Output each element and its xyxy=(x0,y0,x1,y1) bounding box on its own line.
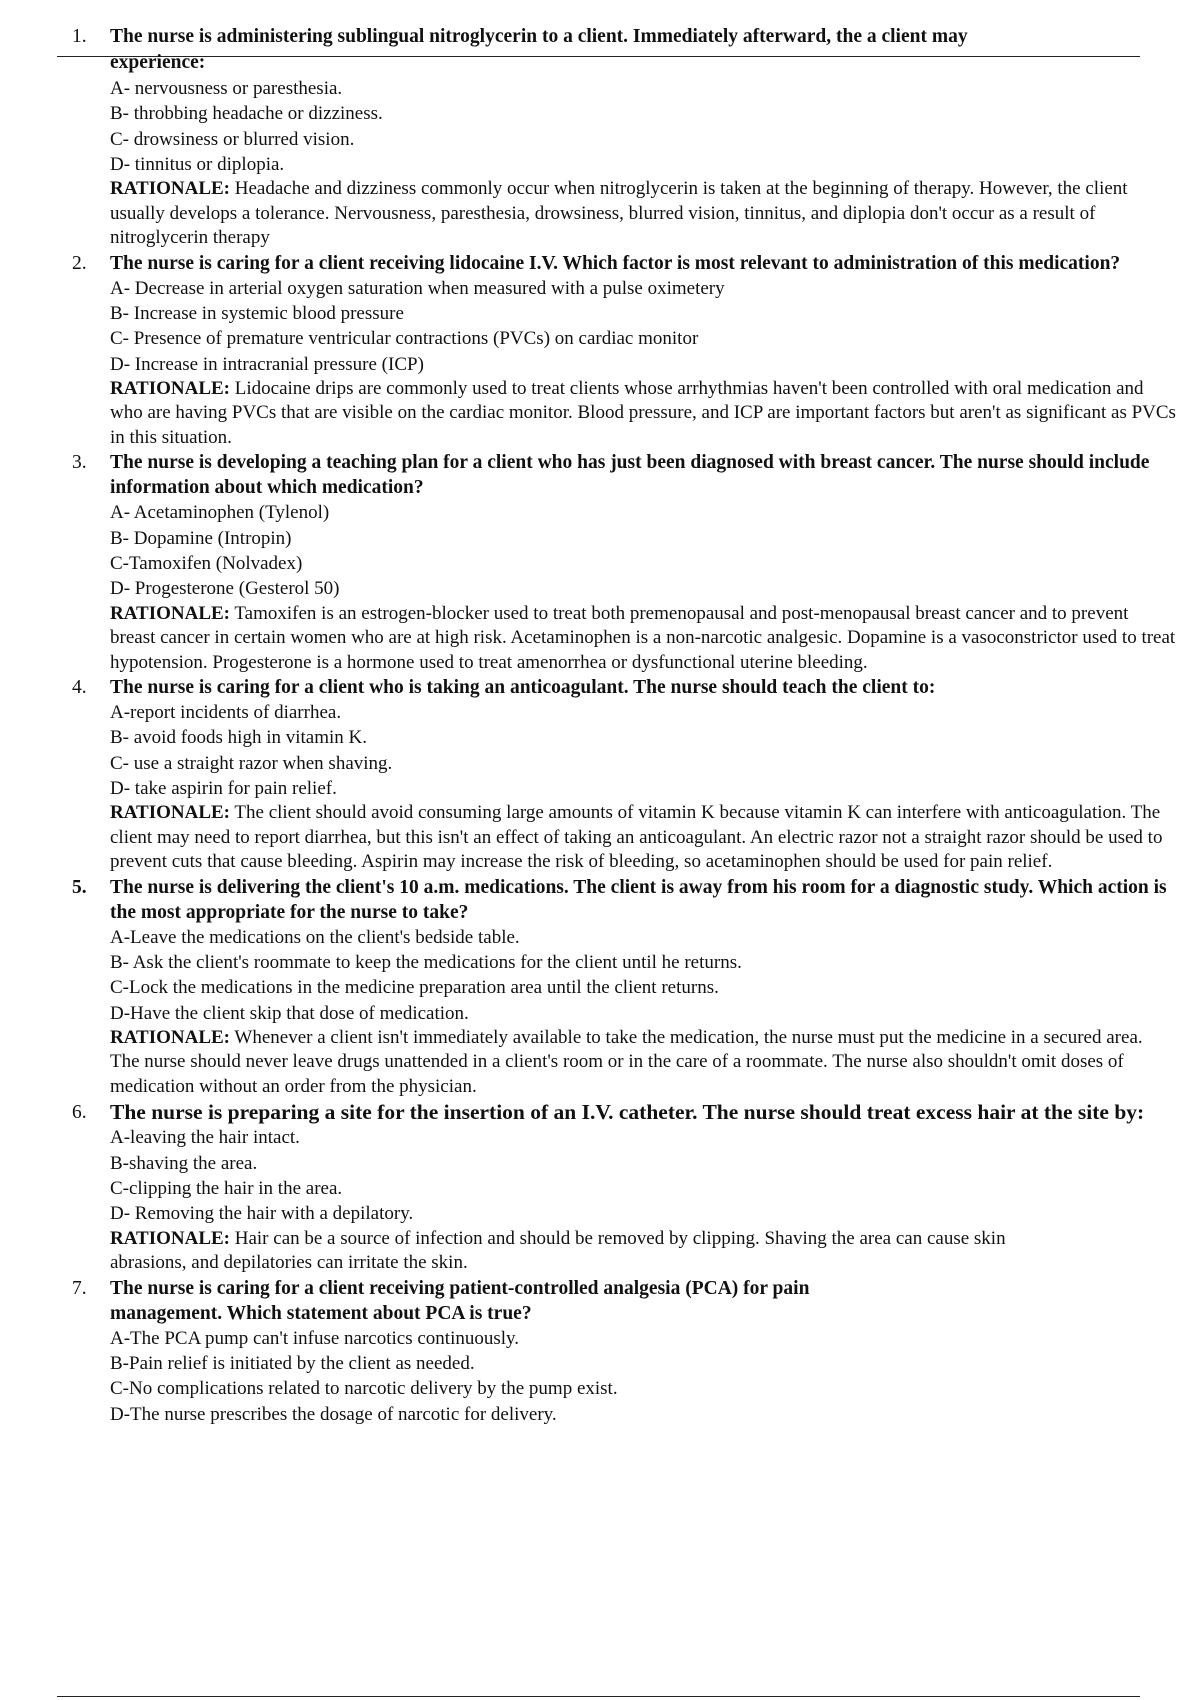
option-d: D- Increase in intracranial pressure (ICP) xyxy=(110,353,424,375)
rationale-text: Hair can be a source of infection and should be removed by clipping. Shaving the area can cause skin abrasions, and depilatories can irritate the skin. xyxy=(110,1227,1006,1274)
option-a: A- nervousness or paresthesia. xyxy=(110,78,343,99)
option-d: D- Progesterone (Gesterol 50) xyxy=(110,578,340,600)
option-c: C-No complications related to narcotic delivery by the pump exist. xyxy=(110,1378,618,1400)
rationale-text: Whenever a client isn't immediately available to take the medication, the nurse must put the medicine in a secured area. The nurse should never leave drugs unattended in a client's room or in the care of a roommate. The nurse also shouldn't omit doses of medication without an order from the physician. xyxy=(110,1026,1143,1097)
question-number: 5. xyxy=(72,876,87,898)
option-c: C-Lock the medications in the medicine preparation area until the client returns. xyxy=(110,977,719,999)
rationale-label: RATIONALE: xyxy=(110,602,230,624)
question-4 xyxy=(0,675,1200,875)
question-stem: The nurse is delivering the client's 10 a.m. medications. The client is away from his room for a diagnostic study. Which action is the most appropriate for the nurse to take? xyxy=(110,876,1167,923)
option-c: C-clipping the hair in the area. xyxy=(110,1178,343,1200)
question-list xyxy=(0,24,1200,1427)
question-7 xyxy=(0,1276,1200,1427)
option-b: B-shaving the area. xyxy=(110,1152,258,1174)
rationale xyxy=(110,1227,1176,1276)
option-d: D- take aspirin for pain relief. xyxy=(110,777,337,799)
rationale-label: RATIONALE: xyxy=(110,802,230,824)
option-b: B- Dopamine (Intropin) xyxy=(110,527,292,549)
option-c: C- drowsiness or blurred vision. xyxy=(110,128,355,150)
option-a: A-report incidents of diarrhea. xyxy=(110,702,342,724)
rationale xyxy=(110,377,1176,451)
option-a: A- Decrease in arterial oxygen saturation when measured with a pulse oximetery xyxy=(110,277,725,299)
option-a: A- Acetaminophen (Tylenol) xyxy=(110,502,330,524)
question-stem: The nurse is caring for a client who is taking an anticoagulant. The nurse should teach the client to: xyxy=(110,677,936,699)
question-number: 6. xyxy=(72,1102,87,1124)
question-2 xyxy=(0,251,1200,451)
question-6 xyxy=(0,1099,1200,1275)
rationale-text: Tamoxifen is an estrogen-blocker used to treat both premenopausal and post-menopausal breast cancer and to prevent breast cancer in certain women who are at high risk. Acetaminophen is a non-narcotic analgesic. Dopamine is a vasoconstrictor used to treat hypotension. Progesterone is a hormone used to treat amenorrhea or dysfunctional uterine bleeding. xyxy=(110,602,1176,673)
option-a: A-Leave the medications on the client's bedside table. xyxy=(110,926,520,948)
option-b: B- throbbing headache or dizziness. xyxy=(110,103,383,125)
rationale xyxy=(110,177,1176,251)
question-number: 4. xyxy=(72,677,87,699)
question-1 xyxy=(0,24,1200,251)
option-b: B-Pain relief is initiated by the client as needed. xyxy=(110,1352,475,1374)
rationale-label: RATIONALE: xyxy=(110,1026,230,1048)
rationale-text: Headache and dizziness commonly occur when nitroglycerin is taken at the beginning of therapy. However, the client usually develops a tolerance. Nervousness, paresthesia, drowsiness, blurred vision, tinnitus, and diplopia don't occur as a result of nitroglycerin therapy xyxy=(110,178,1128,249)
rationale xyxy=(110,801,1176,875)
option-b: B- avoid foods high in vitamin K. xyxy=(110,727,368,749)
question-stem: The nurse is administering sublingual nitroglycerin to a client. Immediately afterward, the a client may experience: xyxy=(110,26,968,73)
rationale-label: RATIONALE: xyxy=(110,377,230,399)
rationale-text: Lidocaine drips are commonly used to treat clients whose arrhythmias haven't been controlled with oral medication and who are having PVCs that are visible on the cardiac monitor. Blood pressure, and ICP are important factors but aren't as significant as PVCs in this situation. xyxy=(110,377,1176,448)
rationale xyxy=(110,1026,1176,1100)
rationale-label: RATIONALE: xyxy=(110,1227,230,1249)
option-b: B- Ask the client's roommate to keep the medications for the client until he returns. xyxy=(110,952,742,974)
option-d: D- Removing the hair with a depilatory. xyxy=(110,1203,414,1225)
option-d: D-Have the client skip that dose of medication. xyxy=(110,1002,469,1024)
option-d: D- tinnitus or diplopia. xyxy=(110,153,285,175)
option-a: A-leaving the hair intact. xyxy=(110,1127,300,1149)
question-number: 7. xyxy=(72,1277,87,1299)
option-c: C- use a straight razor when shaving. xyxy=(110,752,393,774)
question-stem: The nurse is caring for a client receiving patient-controlled analgesia (PCA) for pain management. Which statement about PCA is true? xyxy=(110,1277,810,1324)
question-stem: The nurse is caring for a client receiving lidocaine I.V. Which factor is most relevant to administration of this medication? xyxy=(110,252,1121,274)
question-number: 1. xyxy=(72,26,87,47)
option-d: D-The nurse prescribes the dosage of narcotic for delivery. xyxy=(110,1403,557,1425)
question-stem: The nurse is developing a teaching plan for a client who has just been diagnosed with breast cancer. The nurse should include information about which medication? xyxy=(110,452,1150,499)
question-3 xyxy=(0,450,1200,675)
rationale-label: RATIONALE: xyxy=(110,178,230,200)
bottom-divider xyxy=(57,1696,1140,1697)
question-stem: The nurse is preparing a site for the insertion of an I.V. catheter. The nurse should treat excess hair at the site by: xyxy=(110,1100,1145,1125)
question-number: 2. xyxy=(72,252,87,274)
question-number: 3. xyxy=(72,452,87,474)
rationale-text: The client should avoid consuming large amounts of vitamin K because vitamin K can interfere with anticoagulation. The client may need to report diarrhea, but this isn't an effect of taking an anticoagulant. An electric razor not a straight razor should be used to prevent cuts that cause bleeding. Aspirin may increase the risk of bleeding, so acetaminophen should be used for pain relief. xyxy=(110,802,1163,873)
option-c: C- Presence of premature ventricular contractions (PVCs) on cardiac monitor xyxy=(110,328,699,350)
option-c: C-Tamoxifen (Nolvadex) xyxy=(110,552,303,574)
option-a: A-The PCA pump can't infuse narcotics continuously. xyxy=(110,1327,520,1349)
rationale xyxy=(110,602,1176,676)
question-5 xyxy=(0,875,1200,1100)
option-b: B- Increase in systemic blood pressure xyxy=(110,302,404,324)
